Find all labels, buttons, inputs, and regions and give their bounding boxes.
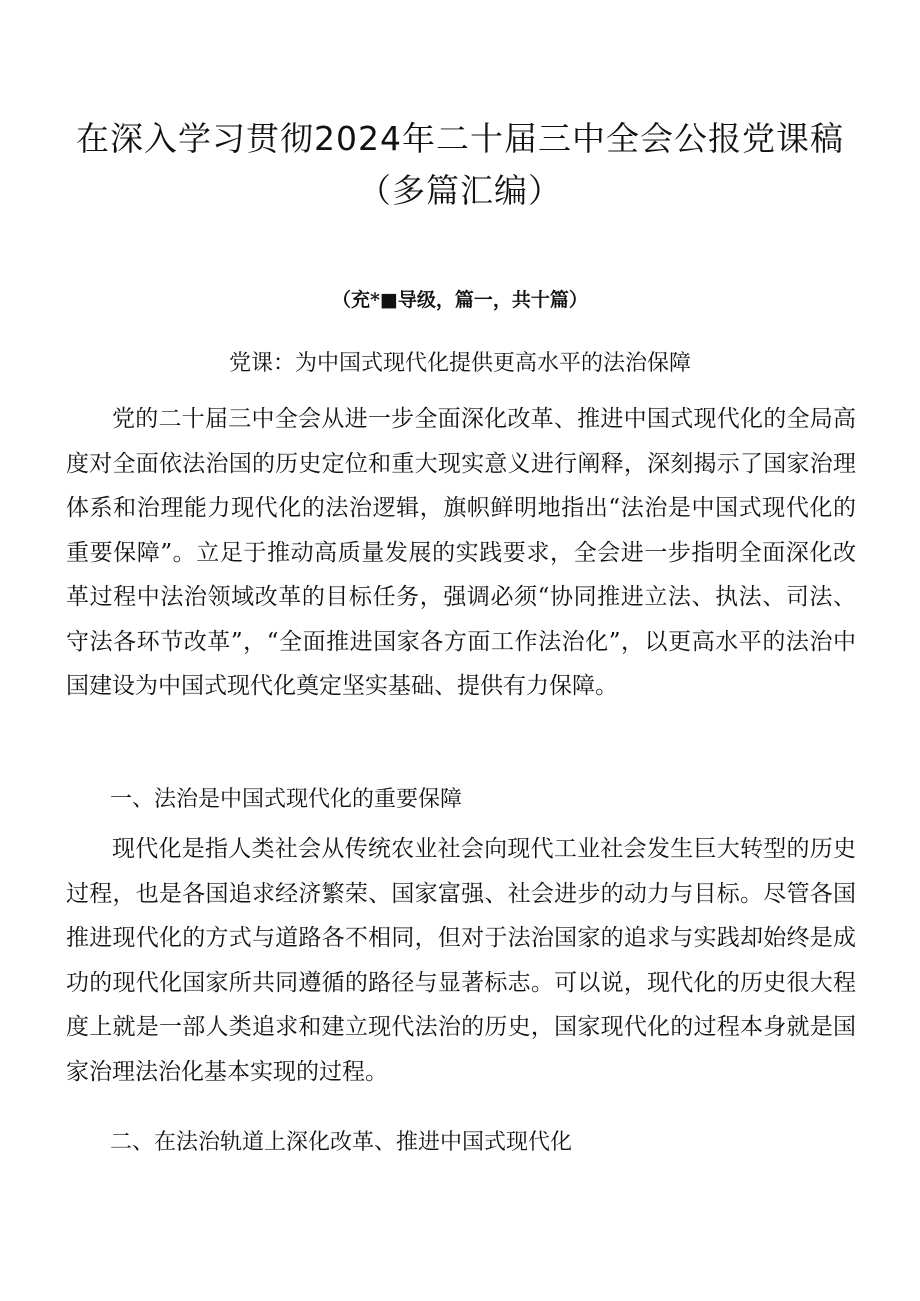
section-heading-2: 二、在法治轨道上深化改革、推进中国式现代化 (110, 1130, 573, 1155)
section-heading-1: 一、法治是中国式现代化的重要保障 (110, 787, 463, 812)
document-title-line-1: 在深入学习贯彻2024年二十届三中全会公报党课稿 (76, 119, 844, 158)
document-subtitle: （充*■导级，篇一，共十篇） (332, 289, 588, 311)
section-1-paragraph: 现代化是指人类社会从传统农业社会向现代工业社会发生巨大转型的历史过程，也是各国追求经济繁荣、国家富强、社会进步的动力与目标。尽管各国推进现代化的方式与道路各不相同，但对于法治国家的追求与实践却始终是成功的现代化国家所共同遵循的路径与显著标志。可以说，现代化的历史很大程度上就是一部人类追求和建立现代法治的历史，国家现代化的过程本身就是国家治理法治化基本实现的过程。 (66, 836, 856, 1085)
intro-paragraph: 党的二十届三中全会从进一步全面深化改革、推进中国式现代化的全局高度对全面依法治国的历史定位和重大现实意义进行阐释，深刻揭示了国家治理体系和治理能力现代化的法治逻辑，旗帜鲜明地指出“法治是中国式现代化的重要保障”。立足于推动高质量发展的实践要求，全会进一步指明全面深化改革过程中法治领域改革的目标任务，强调必须“协同推进立法、执法、司法、守法各环节改革”，“全面推进国家各方面工作法治化”，以更高水平的法治中国建设为中国式现代化奠定坚实基础、提供有力保障。 (66, 406, 856, 699)
document-title-line-2: （多篇汇编） (358, 171, 562, 210)
lesson-title: 党课：为中国式现代化提供更高水平的法治保障 (228, 351, 691, 376)
